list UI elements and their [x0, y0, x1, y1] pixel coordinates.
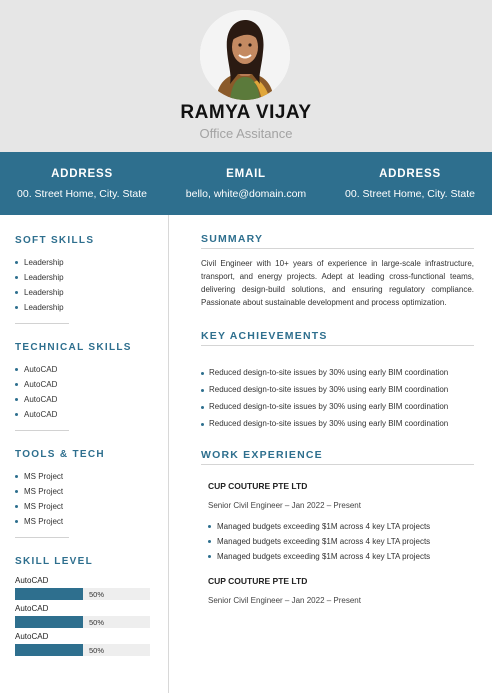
list-item	[208, 549, 474, 564]
list-item	[15, 392, 168, 407]
company-name: CUP COUTURE PTE LTD	[208, 481, 308, 491]
item-label: MS Project	[24, 472, 64, 481]
achievements-list	[201, 367, 474, 429]
experience-heading: WORK EXPERIENCE	[201, 449, 474, 465]
list-item	[15, 285, 168, 300]
item-label: Reduced design-to-site issues by 30% using early BIM coordination	[209, 385, 449, 394]
item-label: Reduced design-to-site issues by 30% using early BIM coordination	[209, 419, 449, 428]
technical-skills-list	[15, 362, 168, 422]
item-label: Leadership	[24, 258, 64, 267]
contact-email	[164, 152, 328, 215]
experience-section	[201, 449, 474, 605]
item-label: AutoCAD	[24, 395, 58, 404]
list-item	[15, 255, 168, 270]
item-label: MS Project	[24, 487, 64, 496]
contact-label: EMAIL	[226, 168, 266, 180]
list-item	[208, 534, 474, 549]
skill-name: AutoCAD	[15, 604, 49, 613]
summary-section	[201, 233, 474, 309]
bullet-icon	[15, 306, 18, 309]
bullet-icon	[15, 291, 18, 294]
divider	[15, 537, 69, 538]
list-item	[15, 407, 168, 422]
item-label: AutoCAD	[24, 380, 58, 389]
skill-level-heading: SKILL LEVEL	[15, 556, 94, 567]
soft-skills-list	[15, 255, 168, 315]
job-entry	[201, 481, 474, 564]
bullet-icon	[208, 525, 211, 528]
skill-name: AutoCAD	[15, 632, 49, 641]
bullet-icon	[208, 540, 211, 543]
list-item	[15, 270, 168, 285]
skill-bar	[15, 604, 168, 628]
list-item	[201, 401, 474, 412]
job-meta: Senior Civil Engineer – Jan 2022 – Present	[208, 596, 361, 605]
list-item	[15, 300, 168, 315]
item-label: MS Project	[24, 502, 64, 511]
skill-percent: 50%	[89, 590, 105, 599]
contact-address-2	[328, 152, 492, 215]
bullet-icon	[15, 505, 18, 508]
bullet-icon	[15, 276, 18, 279]
tools-tech-heading: TOOLS & TECH	[15, 449, 105, 460]
bullet-icon	[201, 423, 204, 426]
list-item	[15, 514, 168, 529]
list-item	[201, 367, 474, 378]
job-meta: Senior Civil Engineer – Jan 2022 – Present	[208, 501, 361, 510]
contact-value: bello, white@domain.com	[185, 188, 307, 200]
contact-label: ADDRESS	[51, 168, 113, 180]
list-item	[201, 418, 474, 429]
item-label: Leadership	[24, 288, 64, 297]
soft-skills-heading: SOFT SKILLS	[15, 235, 95, 246]
bullet-icon	[15, 368, 18, 371]
achievements-section	[201, 330, 474, 429]
technical-skills-heading: TECHNICAL SKILLS	[15, 342, 132, 353]
item-label: AutoCAD	[24, 365, 58, 374]
bullet-icon	[15, 475, 18, 478]
skill-bar	[15, 632, 168, 656]
candidate-role: Office Assitance	[199, 126, 293, 141]
skill-percent: 50%	[89, 618, 105, 627]
divider	[15, 430, 69, 431]
list-item	[201, 384, 474, 395]
summary-heading: SUMMARY	[201, 233, 474, 249]
bullet-icon	[15, 383, 18, 386]
contact-band	[0, 152, 492, 215]
contact-value: 00. Street Home, City. State	[345, 188, 475, 200]
list-item	[15, 362, 168, 377]
item-label: Reduced design-to-site issues by 30% using early BIM coordination	[209, 368, 449, 377]
bullet-icon	[208, 555, 211, 558]
contact-address	[0, 152, 164, 215]
skill-fill	[15, 616, 83, 628]
profile-photo	[200, 10, 290, 100]
skill-fill	[15, 588, 83, 600]
job-bullets	[208, 519, 474, 564]
summary-text: Civil Engineer with 10+ years of experience in large-scale infrastructure, transport, and energy projects. Adept at leading cross-functional teams, delivering design-build solutions, and ensuring regulatory compliance. Passionate about sustainable development and process optimization.	[201, 259, 474, 307]
sidebar	[0, 215, 169, 693]
main-content	[201, 215, 474, 605]
list-item	[15, 484, 168, 499]
bullet-icon	[201, 406, 204, 409]
bullet-icon	[15, 490, 18, 493]
bullet-icon	[15, 398, 18, 401]
company-name: CUP COUTURE PTE LTD	[208, 576, 308, 586]
item-label: MS Project	[24, 517, 64, 526]
bullet-icon	[15, 520, 18, 523]
contact-label: ADDRESS	[379, 168, 441, 180]
bullet-icon	[15, 413, 18, 416]
item-label: Managed budgets exceeding $1M across 4 key LTA projects	[217, 552, 431, 561]
job-entry	[201, 576, 474, 605]
skill-track	[15, 616, 150, 628]
skill-track	[15, 644, 150, 656]
skill-name: AutoCAD	[15, 576, 49, 585]
achievements-heading: KEY ACHIEVEMENTS	[201, 330, 474, 346]
item-label: Leadership	[24, 273, 64, 282]
skill-percent: 50%	[89, 646, 105, 655]
tools-tech-list	[15, 469, 168, 529]
list-item	[15, 499, 168, 514]
item-label: Reduced design-to-site issues by 30% using early BIM coordination	[209, 402, 449, 411]
item-label: Managed budgets exceeding $1M across 4 key LTA projects	[217, 537, 431, 546]
profile-header	[0, 0, 492, 152]
contact-value: 00. Street Home, City. State	[17, 188, 147, 200]
skill-fill	[15, 644, 83, 656]
list-item	[15, 377, 168, 392]
bullet-icon	[201, 372, 204, 375]
item-label: Leadership	[24, 303, 64, 312]
bullet-icon	[15, 261, 18, 264]
skill-bar	[15, 576, 168, 600]
bullet-icon	[201, 389, 204, 392]
portrait-image	[200, 10, 290, 100]
item-label: AutoCAD	[24, 410, 58, 419]
candidate-name: RAMYA VIJAY	[180, 102, 312, 123]
skill-track	[15, 588, 150, 600]
list-item	[15, 469, 168, 484]
divider	[15, 323, 69, 324]
list-item	[208, 519, 474, 534]
item-label: Managed budgets exceeding $1M across 4 key LTA projects	[217, 522, 431, 531]
